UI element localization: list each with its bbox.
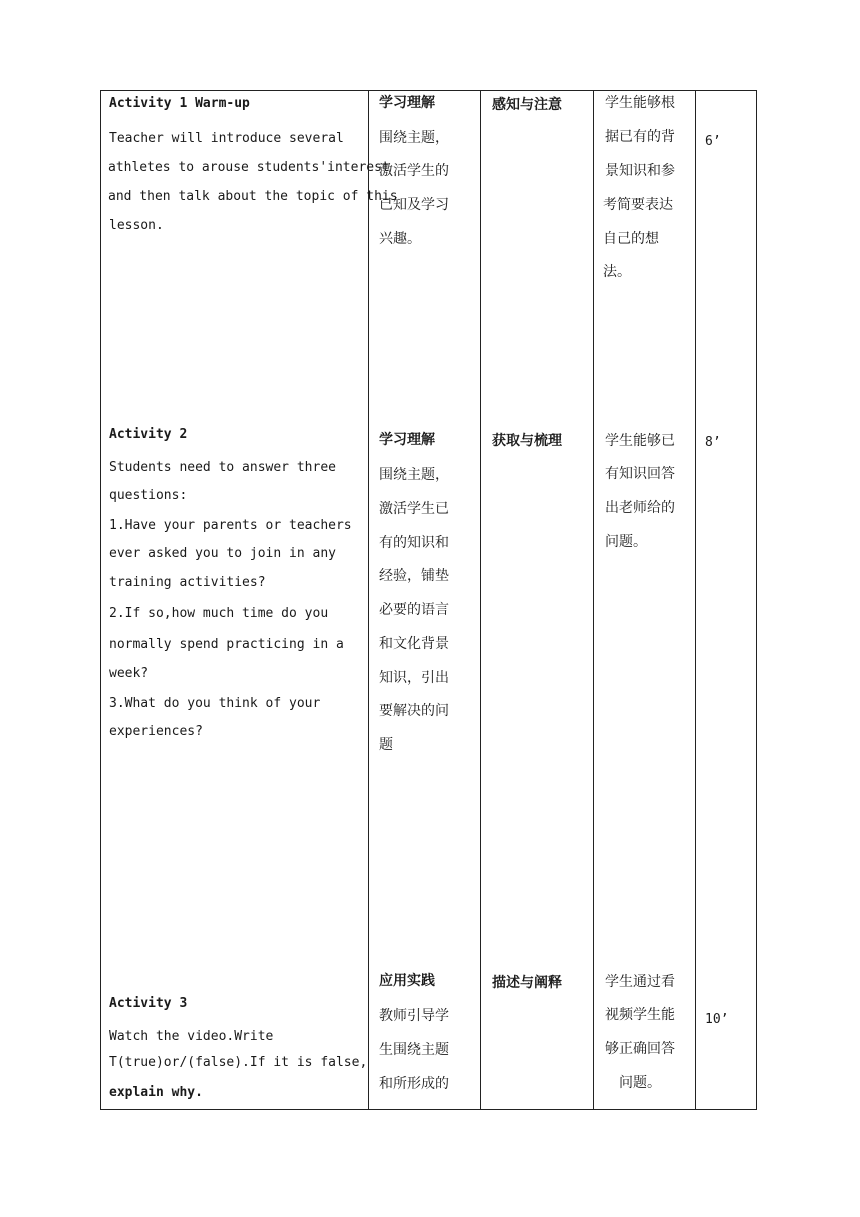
activity-text-line: explain why. — [109, 1085, 203, 1100]
activity-text-line: Students need to answer three — [109, 460, 336, 475]
outcome-text-line: 有知识回答 — [605, 466, 675, 482]
column-divider-1 — [368, 90, 369, 1110]
level-text-line: 经验，铺垫 — [379, 568, 449, 584]
column-divider-4 — [695, 90, 696, 1110]
level-text-line: 教师引导学 — [379, 1008, 449, 1024]
activity-text-line: experiences? — [109, 724, 203, 739]
activity-text-line: T(true)or/(false).If it is false, — [109, 1055, 368, 1070]
level-text-line: 要解决的问 — [379, 703, 449, 719]
table-right-border — [756, 90, 757, 1110]
level-text-line: 必要的语言 — [379, 602, 449, 618]
level-text-line: 知识，引出 — [379, 670, 449, 686]
level-title: 学习理解 — [379, 95, 435, 111]
skill-label: 描述与阐释 — [492, 975, 562, 991]
table-bottom-border — [100, 1109, 757, 1110]
activity-text-line: 1.Have your parents or teachers — [109, 518, 352, 533]
activity-title: Activity 1 Warm-up — [109, 96, 250, 111]
skill-label: 感知与注意 — [492, 97, 562, 113]
outcome-text-line: 景知识和参 — [605, 163, 675, 179]
outcome-text-line: 法。 — [603, 264, 631, 280]
time-label: 8’ — [705, 435, 721, 450]
table-left-border — [100, 90, 101, 1110]
level-text-line: 有的知识和 — [379, 535, 449, 551]
level-text-line: 题 — [379, 737, 393, 753]
activity-text-line: questions: — [109, 488, 188, 503]
level-text-line: 和文化背景 — [379, 636, 449, 652]
column-divider-2 — [480, 90, 481, 1110]
outcome-text-line: 够正确回答 — [605, 1041, 675, 1057]
activity-text-line: ever asked you to join in any — [109, 546, 336, 561]
outcome-text-line: 问题。 — [619, 1075, 661, 1091]
activity-title: Activity 2 — [109, 427, 188, 442]
activity-text-line: lesson. — [109, 218, 164, 233]
level-title: 学习理解 — [379, 432, 435, 448]
time-label: 10’ — [705, 1012, 729, 1027]
outcome-text-line: 考简要表达 — [603, 197, 673, 213]
level-text-line: 和所形成的 — [379, 1076, 449, 1092]
level-title: 应用实践 — [379, 973, 435, 989]
table-top-border — [100, 90, 757, 91]
level-text-line: 兴趣。 — [379, 231, 421, 247]
activity-text-line: Watch the video.Write — [109, 1029, 274, 1044]
column-divider-3 — [593, 90, 594, 1110]
activity-text-line: athletes to arouse students'interest — [108, 160, 390, 175]
outcome-text-line: 出老师给的 — [605, 500, 675, 516]
activity-text-line: and then talk about the topic of this — [108, 189, 398, 204]
outcome-text-line: 据已有的背 — [605, 129, 675, 145]
outcome-text-line: 学生能够已 — [605, 433, 675, 449]
skill-label: 获取与梳理 — [492, 433, 562, 449]
activity-text-line: Teacher will introduce several — [109, 131, 344, 146]
outcome-text-line: 视频学生能 — [605, 1007, 675, 1023]
level-text-line: 激活学生的 — [379, 163, 449, 179]
level-text-line: 生围绕主题 — [379, 1042, 449, 1058]
outcome-text-line: 自己的想 — [603, 231, 659, 247]
activity-text-line: week? — [109, 666, 149, 681]
activity-text-line: normally spend practicing in a — [109, 637, 344, 652]
activity-title: Activity 3 — [109, 996, 188, 1011]
outcome-text-line: 学生能够根 — [605, 95, 675, 111]
level-text-line: 围绕主题， — [379, 467, 449, 483]
outcome-text-line: 问题。 — [605, 534, 647, 550]
level-text-line: 围绕主题， — [379, 130, 449, 146]
activity-text-line: training activities? — [109, 575, 266, 590]
outcome-text-line: 学生通过看 — [605, 974, 675, 990]
activity-text-line: 3.What do you think of your — [109, 696, 321, 711]
level-text-line: 已知及学习 — [379, 197, 449, 213]
time-label: 6’ — [705, 134, 721, 149]
activity-text-line: 2.If so,how much time do you — [109, 606, 329, 621]
level-text-line: 激活学生已 — [379, 501, 449, 517]
